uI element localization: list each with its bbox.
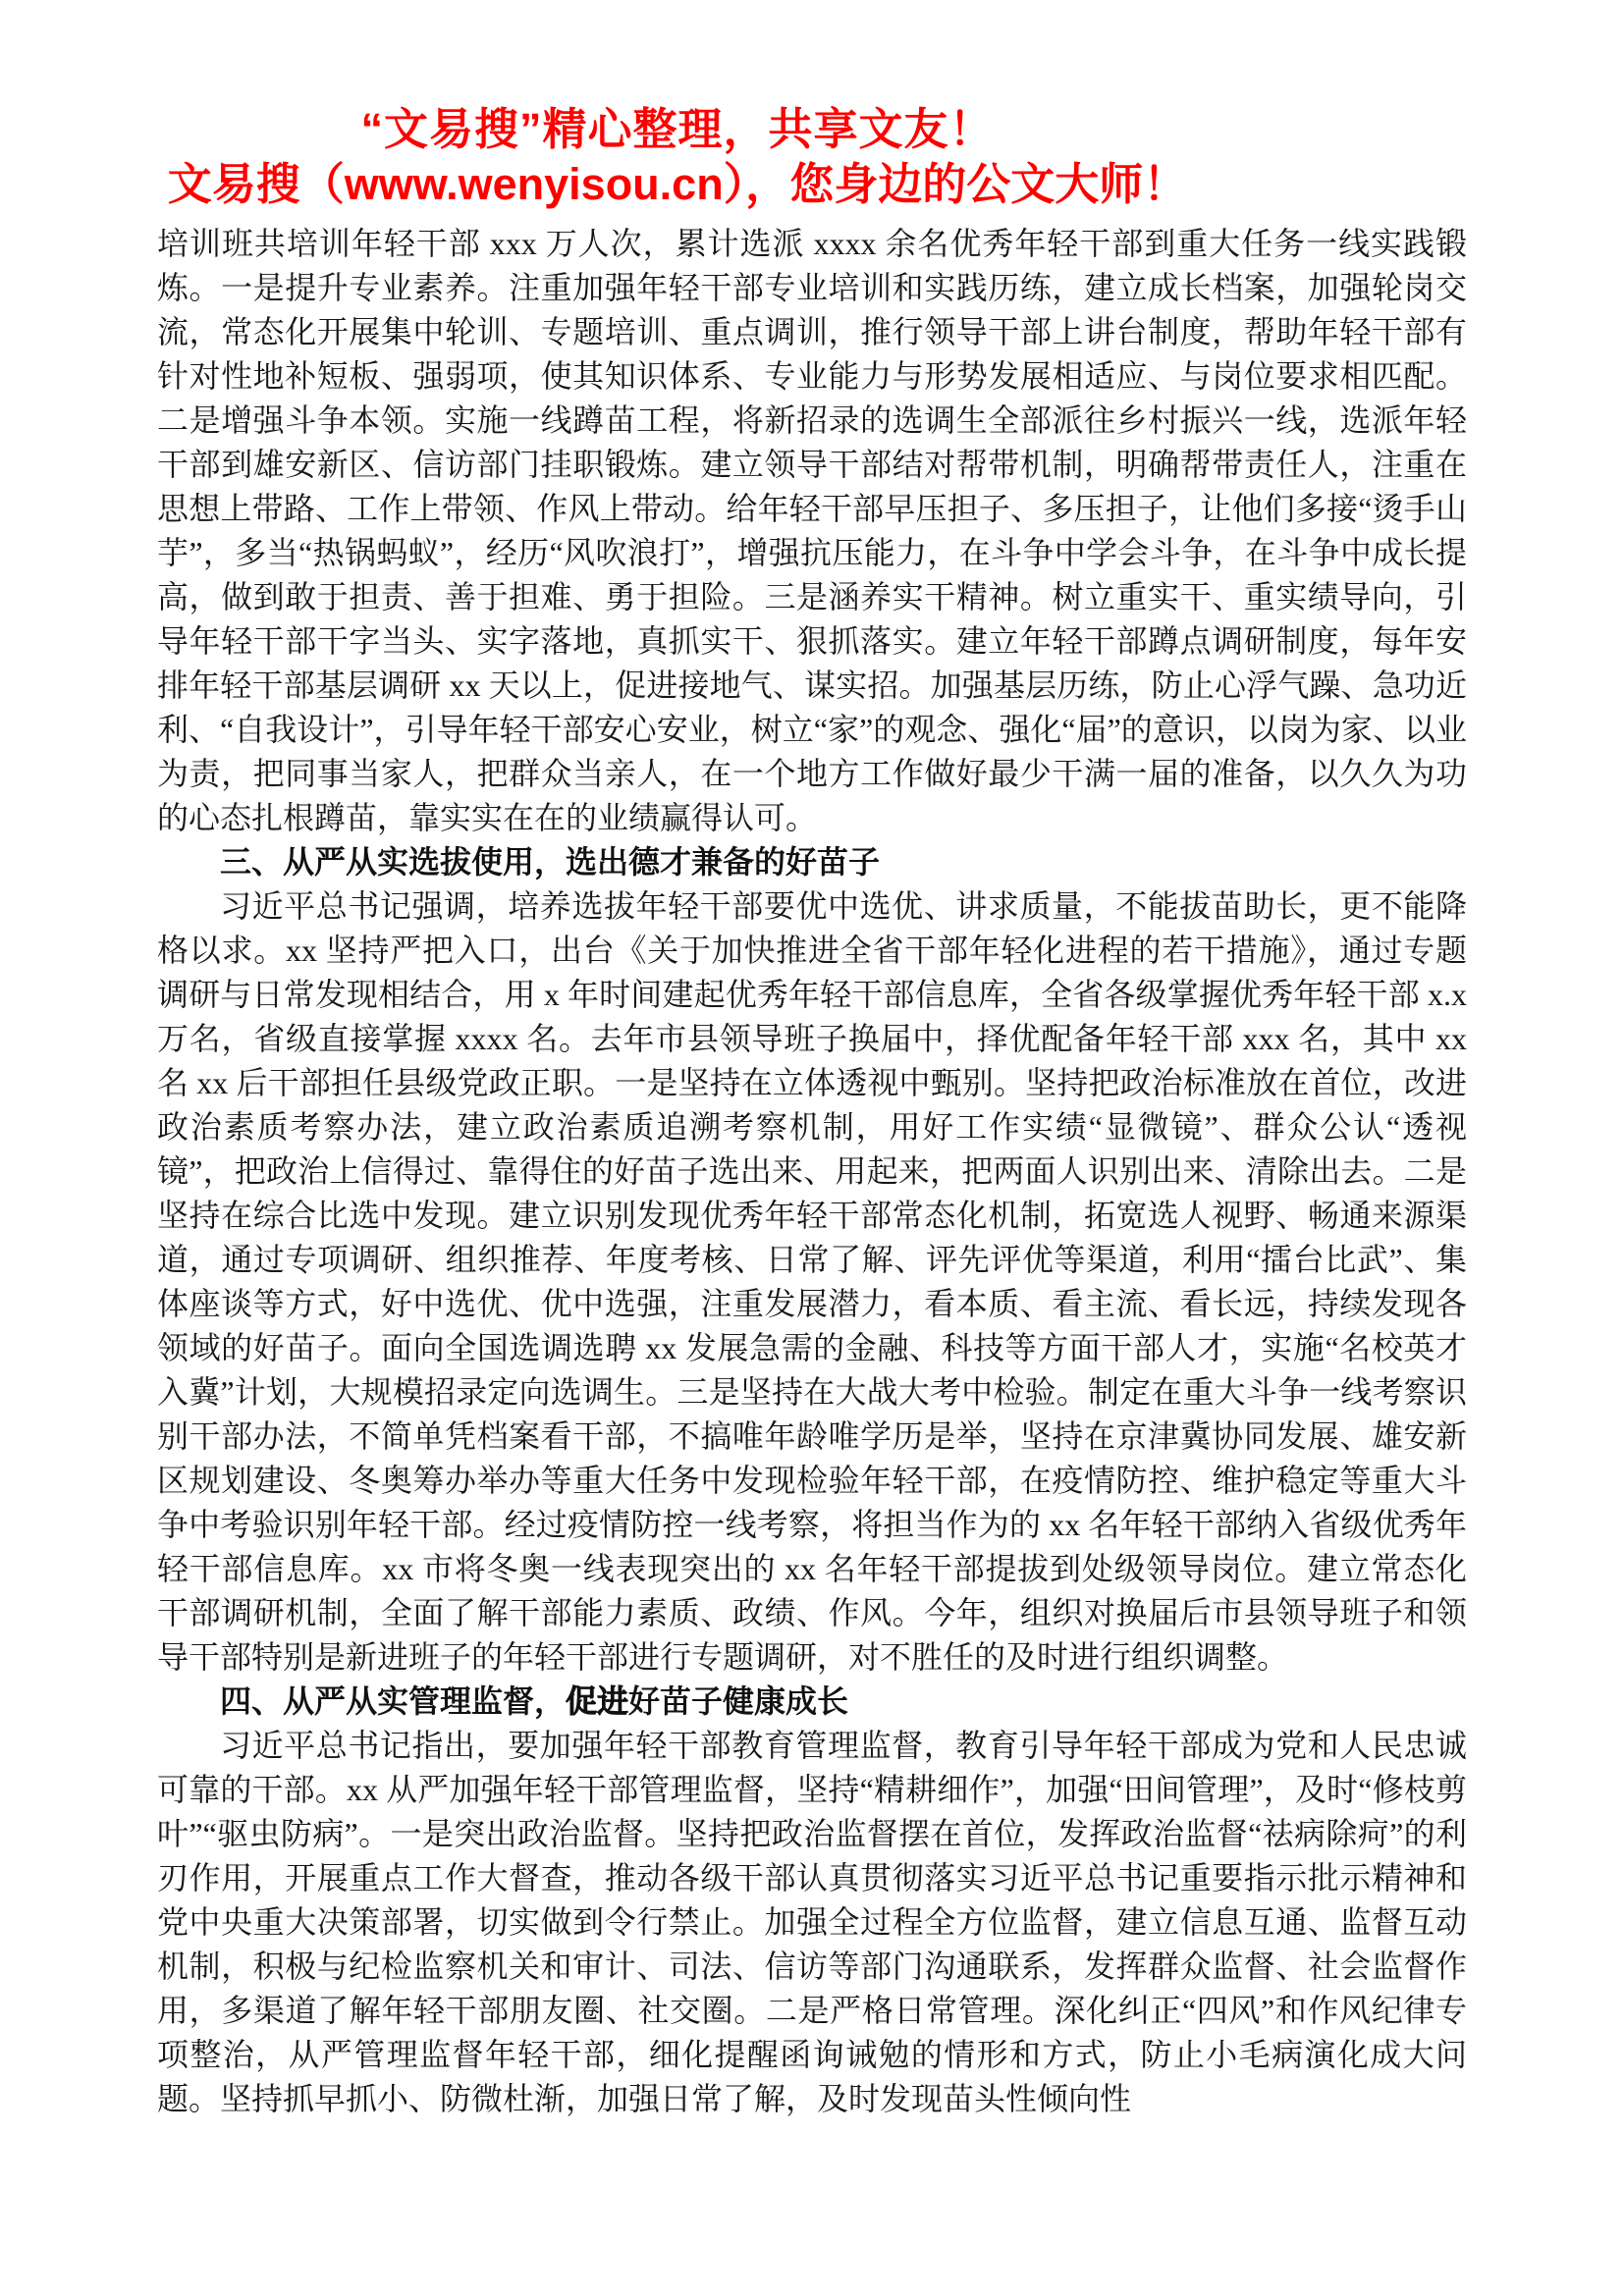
paragraph-section-4: 习近平总书记指出，要加强年轻干部教育管理监督，教育引导年轻干部成为党和人民忠诚可靠的干部。xx 从严加强年轻干部管理监督，坚持“精耕细作”，加强“田间管理”，及时“修枝剪叶”“驱虫防病”。一是突出政治监督。坚持把政治监督摆在首位，发挥政治监督“祛病除疴”的利刃作用，开展重点工作大督查，推动各级干部认真贯彻落实习近平总书记重要指示批示精神和党中央重大决策部署，切实做到令行禁止。加强全过程全方位监督，建立信息互通、监督互动机制，积极与纪检监察机关和审计、司法、信访等部门沟通联系，发挥群众监督、社会监督作用，多渠道了解年轻干部朋友圈、社交圈。二是严格日常管理。深化纠正“四风”和作风纪律专项整治，从严管理监督年轻干部，细化提醒函询诫勉的情形和方式，防止小毛病演化成大问题。坚持抓早抓小、防微杜渐，加强日常了解，及时发现苗头性倾向性	[157, 1728, 1467, 2116]
section-heading-3: 三、从严从实选拔使用，选出德才兼备的好苗子	[220, 844, 881, 880]
heading-4-suffix: 好苗子健康成长	[628, 1683, 849, 1719]
heading-4-prefix: 四、从严从实管理监督，	[220, 1683, 567, 1719]
section-heading-4	[157, 1680, 1467, 1724]
watermark-line-1: “文易搜”精心整理，共享文友！	[360, 104, 995, 154]
document-body	[157, 222, 1467, 2121]
paragraph-section-3: 习近平总书记强调，培养选拔年轻干部要优中选优、讲求质量，不能拔苗助长，更不能降格以求。xx 坚持严把入口，出台《关于加快推进全省干部年轻化进程的若干措施》，通过专题调研与日常发现相结合，用 x 年时间建起优秀年轻干部信息库，全省各级掌握优秀年轻干部 x.x 万名，省级直接掌握 xxxx 名。去年市县领导班子换届中，择优配备年轻干部 xxx 名，其中 xx 名 xx 后干部担任县级党政正职。一是坚持在立体透视中甄别。坚持把政治标准放在首位，改进政治素质考察办法，建立政治素质追溯考察机制，用好工作实绩“显微镜”、群众公认“透视镜”，把政治上信得过、靠得住的好苗子选出来、用起来，把两面人识别出来、清除出去。二是坚持在综合比选中发现。建立识别发现优秀年轻干部常态化机制，拓宽选人视野、畅通来源渠道，通过专项调研、组织推荐、年度考核、日常了解、评先评优等渠道，利用“擂台比武”、集体座谈等方式，好中选优、优中选强，注重发展潜力，看本质、看主流、看长远，持续发现各领域的好苗子。面向全国选调选聘 xx 发展急需的金融、科技等方面干部人才，实施“名校英才入冀”计划，大规模招录定向选调生。三是坚持在大战大考中检验。制定在重大斗争一线考察识别干部办法，不简单凭档案看干部，不搞唯年龄唯学历是举，坚持在京津冀协同发展、雄安新区规划建设、冬奥筹办举办等重大任务中发现检验年轻干部，在疫情防控、维护稳定等重大斗争中考验识别年轻干部。经过疫情防控一线考察，将担当作为的 xx 名年轻干部纳入省级优秀年轻干部信息库。xx 市将冬奥一线表现突出的 xx 名年轻干部提拔到处级领导岗位。建立常态化干部调研机制，全面了解干部能力素质、政绩、作风。今年，组织对换届后市县领导班子和领导干部特别是新进班子的年轻干部进行专题调研，对不胜任的及时进行组织调整。	[157, 888, 1467, 1675]
watermark-header	[157, 102, 1198, 212]
heading-4-emphasis: 促进	[566, 1683, 629, 1719]
paragraph-continuation: 培训班共培训年轻干部 xxx 万人次，累计选派 xxxx 余名优秀年轻干部到重大任务一线实践锻炼。一是提升专业素养。注重加强年轻干部专业培训和实践历练，建立成长档案，加强轮岗交流，常态化开展集中轮训、专题培训、重点调训，推行领导干部上讲台制度，帮助年轻干部有针对性地补短板、强弱项，使其知识体系、专业能力与形势发展相适应、与岗位要求相匹配。二是增强斗争本领。实施一线蹲苗工程，将新招录的选调生全部派往乡村振兴一线，选派年轻干部到雄安新区、信访部门挂职锻炼。建立领导干部结对帮带机制，明确帮带责任人，注重在思想上带路、工作上带领、作风上带动。给年轻干部早压担子、多压担子，让他们多接“烫手山芋”，多当“热锅蚂蚁”，经历“风吹浪打”，增强抗压能力，在斗争中学会斗争，在斗争中成长提高，做到敢于担责、善于担难、勇于担险。三是涵养实干精神。树立重实干、重实绩导向，引导年轻干部干字当头、实字落地，真抓实干、狠抓落实。建立年轻干部蹲点调研制度，每年安排年轻干部基层调研 xx 天以上，促进接地气、谋实招。加强基层历练，防止心浮气躁、急功近利、“自我设计”，引导年轻干部安心安业，树立“家”的观念、强化“届”的意识，以岗为家、以业为责，把同事当家人，把群众当亲人，在一个地方工作做好最少干满一届的准备，以久久为功的心态扎根蹲苗，靠实实在在的业绩赢得认可。	[157, 226, 1467, 835]
watermark-line-2: 文易搜（www.wenyisou.cn），您身边的公文大师！	[167, 159, 1188, 209]
